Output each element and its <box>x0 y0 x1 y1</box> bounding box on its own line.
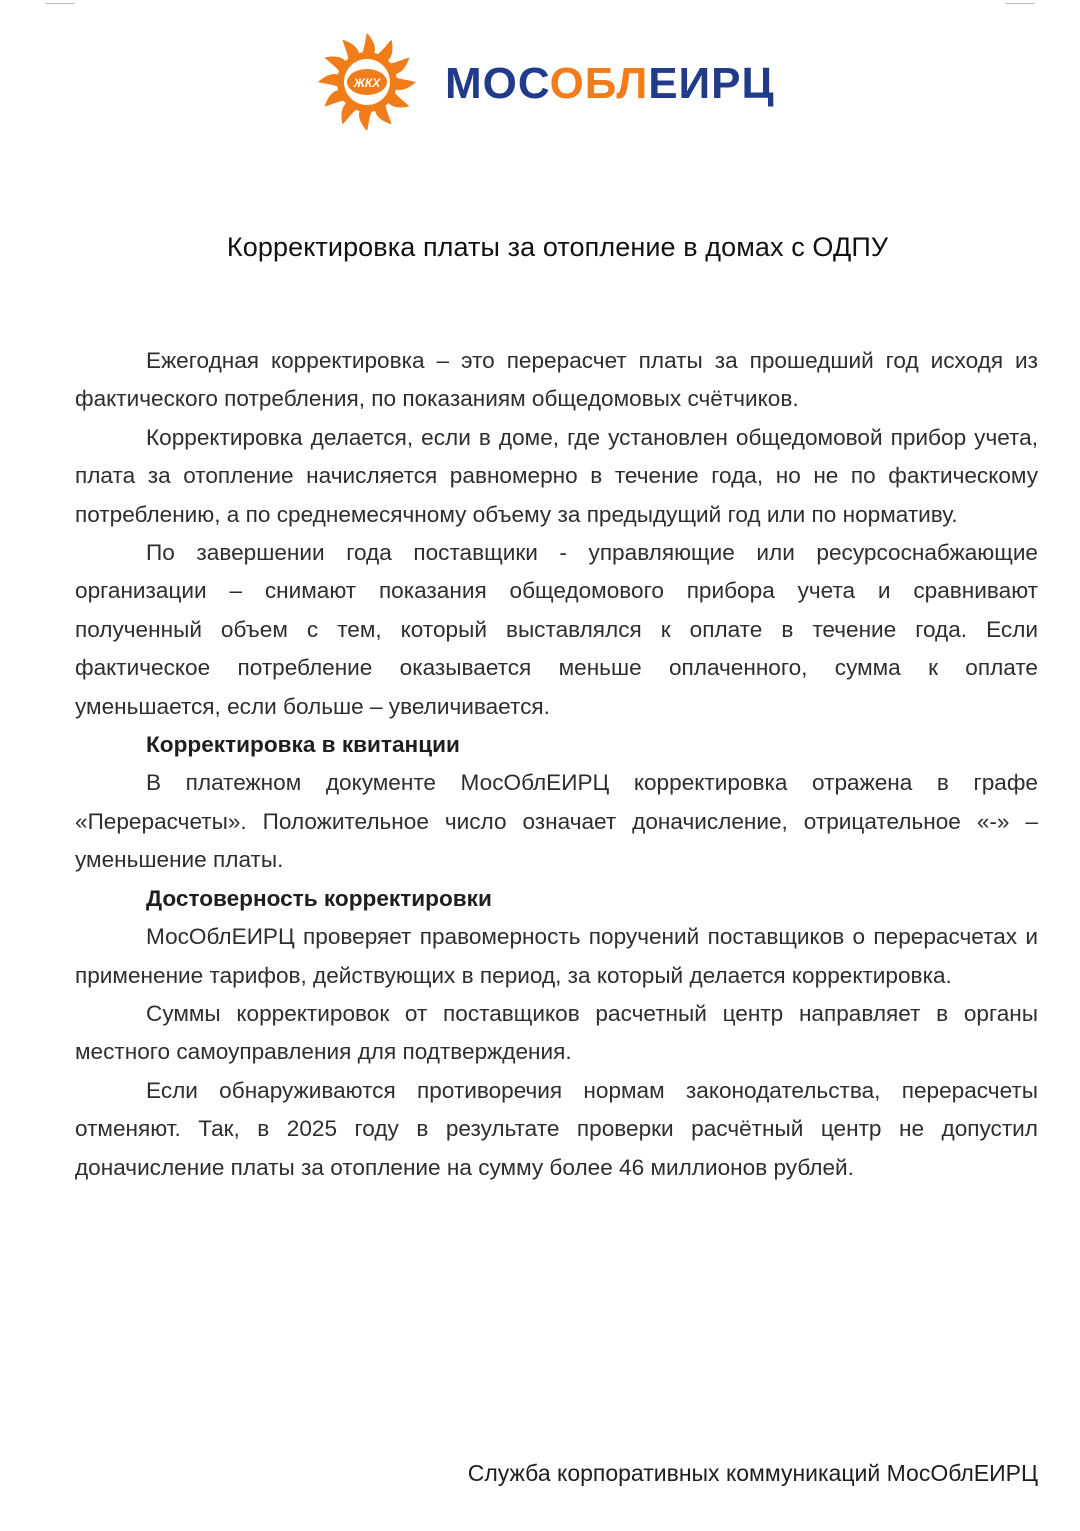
mosobleirc-logo <box>305 32 805 134</box>
document-body <box>75 342 1038 1187</box>
paragraph-contradictions: Если обнаруживаются противоречия нормам законодательства, перерасчеты отменяют. Так, в 2025 году в результате проверки расчётный центр не допустил доначисление платы за отопление на сумму более 46 миллионов рублей. <box>75 1077 1038 1180</box>
document-title: Корректировка платы за отопление в домах с ОДПУ <box>226 232 889 262</box>
brand-part-mos: МОС <box>445 59 550 108</box>
page-corner-mark-right <box>1005 0 1035 4</box>
brand-part-eirc: ЕИРЦ <box>648 59 775 108</box>
paragraph-year-end: По завершении года поставщики - управляющие или ресурсоснабжающие организации – снимают показания общедомового прибора учета и сравнивают полученный объем с тем, который выставлялся к оплате в течение года. Если фактическое потребление оказывается меньше оплаченного, сумма к оплате уменьшается, если больше – увеличивается. <box>75 540 1038 719</box>
paragraph-payment-document: В платежном документе МосОблЕИРЦ корректировка отражена в графе «Перерасчеты». Положительное число означает доначисление, отрицательное «-» – уменьшение платы. <box>75 770 1038 873</box>
emblem-text: ЖКХ <box>353 76 381 90</box>
paragraph-annual-correction: Ежегодная корректировка – это перерасчет платы за прошедший год исходя из фактического потребления, по показаниям общедомовых счётчиков. <box>75 348 1038 412</box>
sun-emblem-icon <box>305 32 805 134</box>
paragraph-local-government: Суммы корректировок от поставщиков расчетный центр направляет в органы местного самоуправления для подтверждения. <box>75 1000 1038 1065</box>
signature: Служба корпоративных коммуникаций МосОблЕИРЦ <box>467 1460 1038 1486</box>
heading-receipt-correction: Корректировка в квитанции <box>146 732 460 758</box>
brand-part-obl: ОБЛ <box>549 59 649 108</box>
paragraph-verification: МосОблЕИРЦ проверяет правомерность поручений поставщиков о перерасчетах и применение тарифов, действующих в период, за который делается корректировка. <box>75 924 1038 988</box>
page-corner-mark-left <box>45 0 75 4</box>
brand-wordmark <box>445 59 775 108</box>
paragraph-when-correction: Корректировка делается, если в доме, где установлен общедомовой прибор учета, плата за отопление начисляется равномерно в течение года, но не по фактическому потреблению, а по среднемесячному объему за предыдущий год или по нормативу. <box>75 424 1038 527</box>
heading-correction-reliability: Достоверность корректировки <box>146 885 492 911</box>
